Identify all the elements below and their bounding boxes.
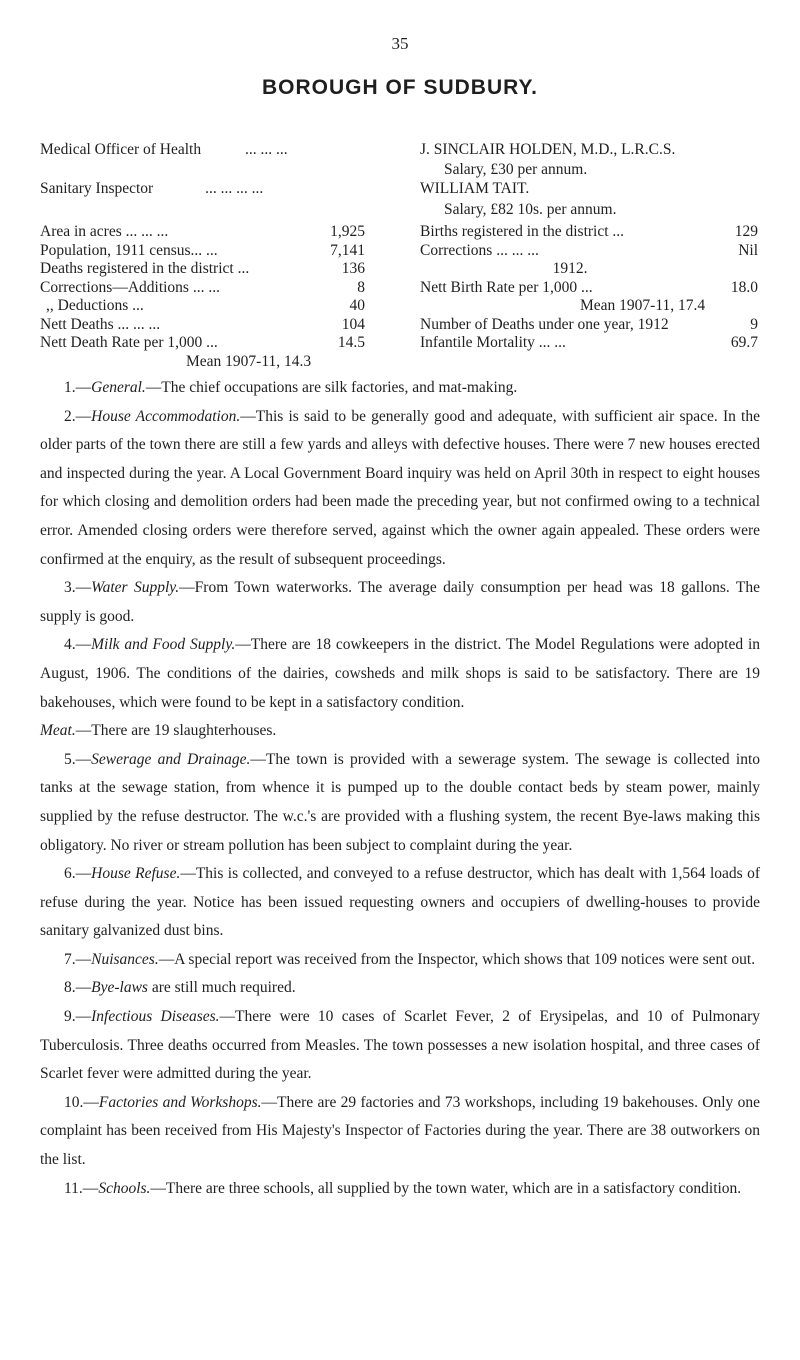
inspector-salary: Salary, £82 10s. per annum. xyxy=(444,201,617,218)
section-general: 1.—General.—The chief occupations are silk factories, and mat-making. xyxy=(64,379,518,396)
stat-row: Population, 1911 census... ... 7,141 xyxy=(40,241,365,259)
page-number: 35 xyxy=(391,34,409,53)
section-factories: 10.—Factories and Workshops.—There are 29 factories and 73 workshops, including 19 bakehouses. Only one complaint has been received from His Majesty's Inspector of Factories during the year. There are 38 outworkers on the list. xyxy=(40,1093,760,1169)
section-meat: Meat.—There are 19 slaughterhouses. xyxy=(40,722,277,740)
stat-row: Corrections—Additions ... ... 8 xyxy=(40,278,365,296)
section-infectious-diseases: 9.—Infectious Diseases.—There were 10 cases of Scarlet Fever, 2 of Erysipelas, and 10 of Pulmonary Tuberculosis. Three deaths occurred from Measles. The town possesses a new isolation hospital, and three cases of Scarlet fever were admitted during the year. xyxy=(40,1008,760,1083)
page-title: BOROUGH OF SUDBURY. xyxy=(261,76,539,99)
inspector-name: WILLIAM TAIT. xyxy=(420,180,530,197)
stat-row-mean: Mean 1907-11, 14.3 xyxy=(186,352,312,370)
section-house-refuse: 6.—House Refuse.—This is collected, and conveyed to a refuse destructor, which has dealt with 1,564 loads of refuse during the year. Notice has been issued requesting owners and occupiers of dwelling-houses to provide sanitary galvanized dust bins. xyxy=(40,865,761,940)
stat-row: Nett Birth Rate per 1,000 ... 18.0 xyxy=(420,278,758,296)
stat-row: Corrections ... ... ... Nil xyxy=(420,241,758,259)
report-body xyxy=(40,374,760,1203)
stat-row: Births registered in the district ... 129 xyxy=(420,223,758,240)
stat-row: Area in acres ... ... ... 1,925 xyxy=(40,223,365,240)
stat-row: Number of Deaths under one year, 1912 9 xyxy=(420,315,758,333)
moh-label: Medical Officer of Health ... ... ... xyxy=(40,141,288,158)
section-bye-laws: 8.—Bye-laws are still much required. xyxy=(64,979,296,997)
section-sewerage: 5.—Sewerage and Drainage.—The town is provided with a sewerage system. The sewage is collected into tanks at the sewage station, from whence it is pumped up to the double contact beds by steam power, mainly supplied by the refuse destructor. The w.c.'s are provided with a flushing system, the recent Bye-laws making this obligatory. No river or stream pollution has been subject to complaint during the year. xyxy=(40,750,761,854)
inspector-label: Sanitary Inspector ... ... ... ... xyxy=(40,180,264,197)
section-water-supply: 3.—Water Supply.—From Town waterworks. The average daily consumption per head was 18 gallons. The supply is good. xyxy=(40,579,760,625)
stat-row-year: 1912. xyxy=(552,260,588,277)
section-house-accommodation: 2.—House Accommodation.—This is said to be generally good and adequate, with sufficient air space. In the older parts of the town there are still a few yards and alleys with defective houses. There were 7 new houses erected and inspected during the year. A Local Government Board inquiry was held on April 30th in respect to eight houses for which closing and demolition orders had been made the preceding year, but not confirmed owing to a technical error. Amended closing orders were therefore served, against which the owner again appealed. These orders were confirmed at the enquiry, as the result of subsequent proceedings. xyxy=(40,407,760,568)
moh-name: J. SINCLAIR HOLDEN, M.D., L.R.C.S. xyxy=(420,141,676,158)
stats-right-column xyxy=(420,223,760,353)
section-milk-food-supply: 4.—Milk and Food Supply.—There are 18 cowkeepers in the district. The Model Regulations were adopted in August, 1906. The conditions of the dairies, cowsheds and milk shops is said to be satisfactory. There are 19 bakehouses, which were found to be kept in a satisfactory condition. xyxy=(40,636,761,711)
stat-row: Infantile Mortality ... ... 69.7 xyxy=(420,334,758,351)
stat-row: Deaths registered in the district ... 136 xyxy=(40,260,365,277)
section-schools: 11.—Schools.—There are three schools, all supplied by the town water, which are in a satisfactory condition. xyxy=(64,1179,742,1197)
stat-row-mean: Mean 1907-11, 17.4 xyxy=(580,297,706,314)
stat-row: ,, Deductions ... 40 xyxy=(46,297,365,314)
moh-salary: Salary, £30 per annum. xyxy=(444,161,588,178)
stat-row: Nett Death Rate per 1,000 ... 14.5 xyxy=(40,334,365,351)
vital-statistics xyxy=(40,223,760,371)
stat-row: Nett Deaths ... ... ... 104 xyxy=(40,315,365,333)
section-nuisances: 7.—Nuisances.—A special report was received from the Inspector, which shows that 109 notices were sent out. xyxy=(64,950,756,968)
